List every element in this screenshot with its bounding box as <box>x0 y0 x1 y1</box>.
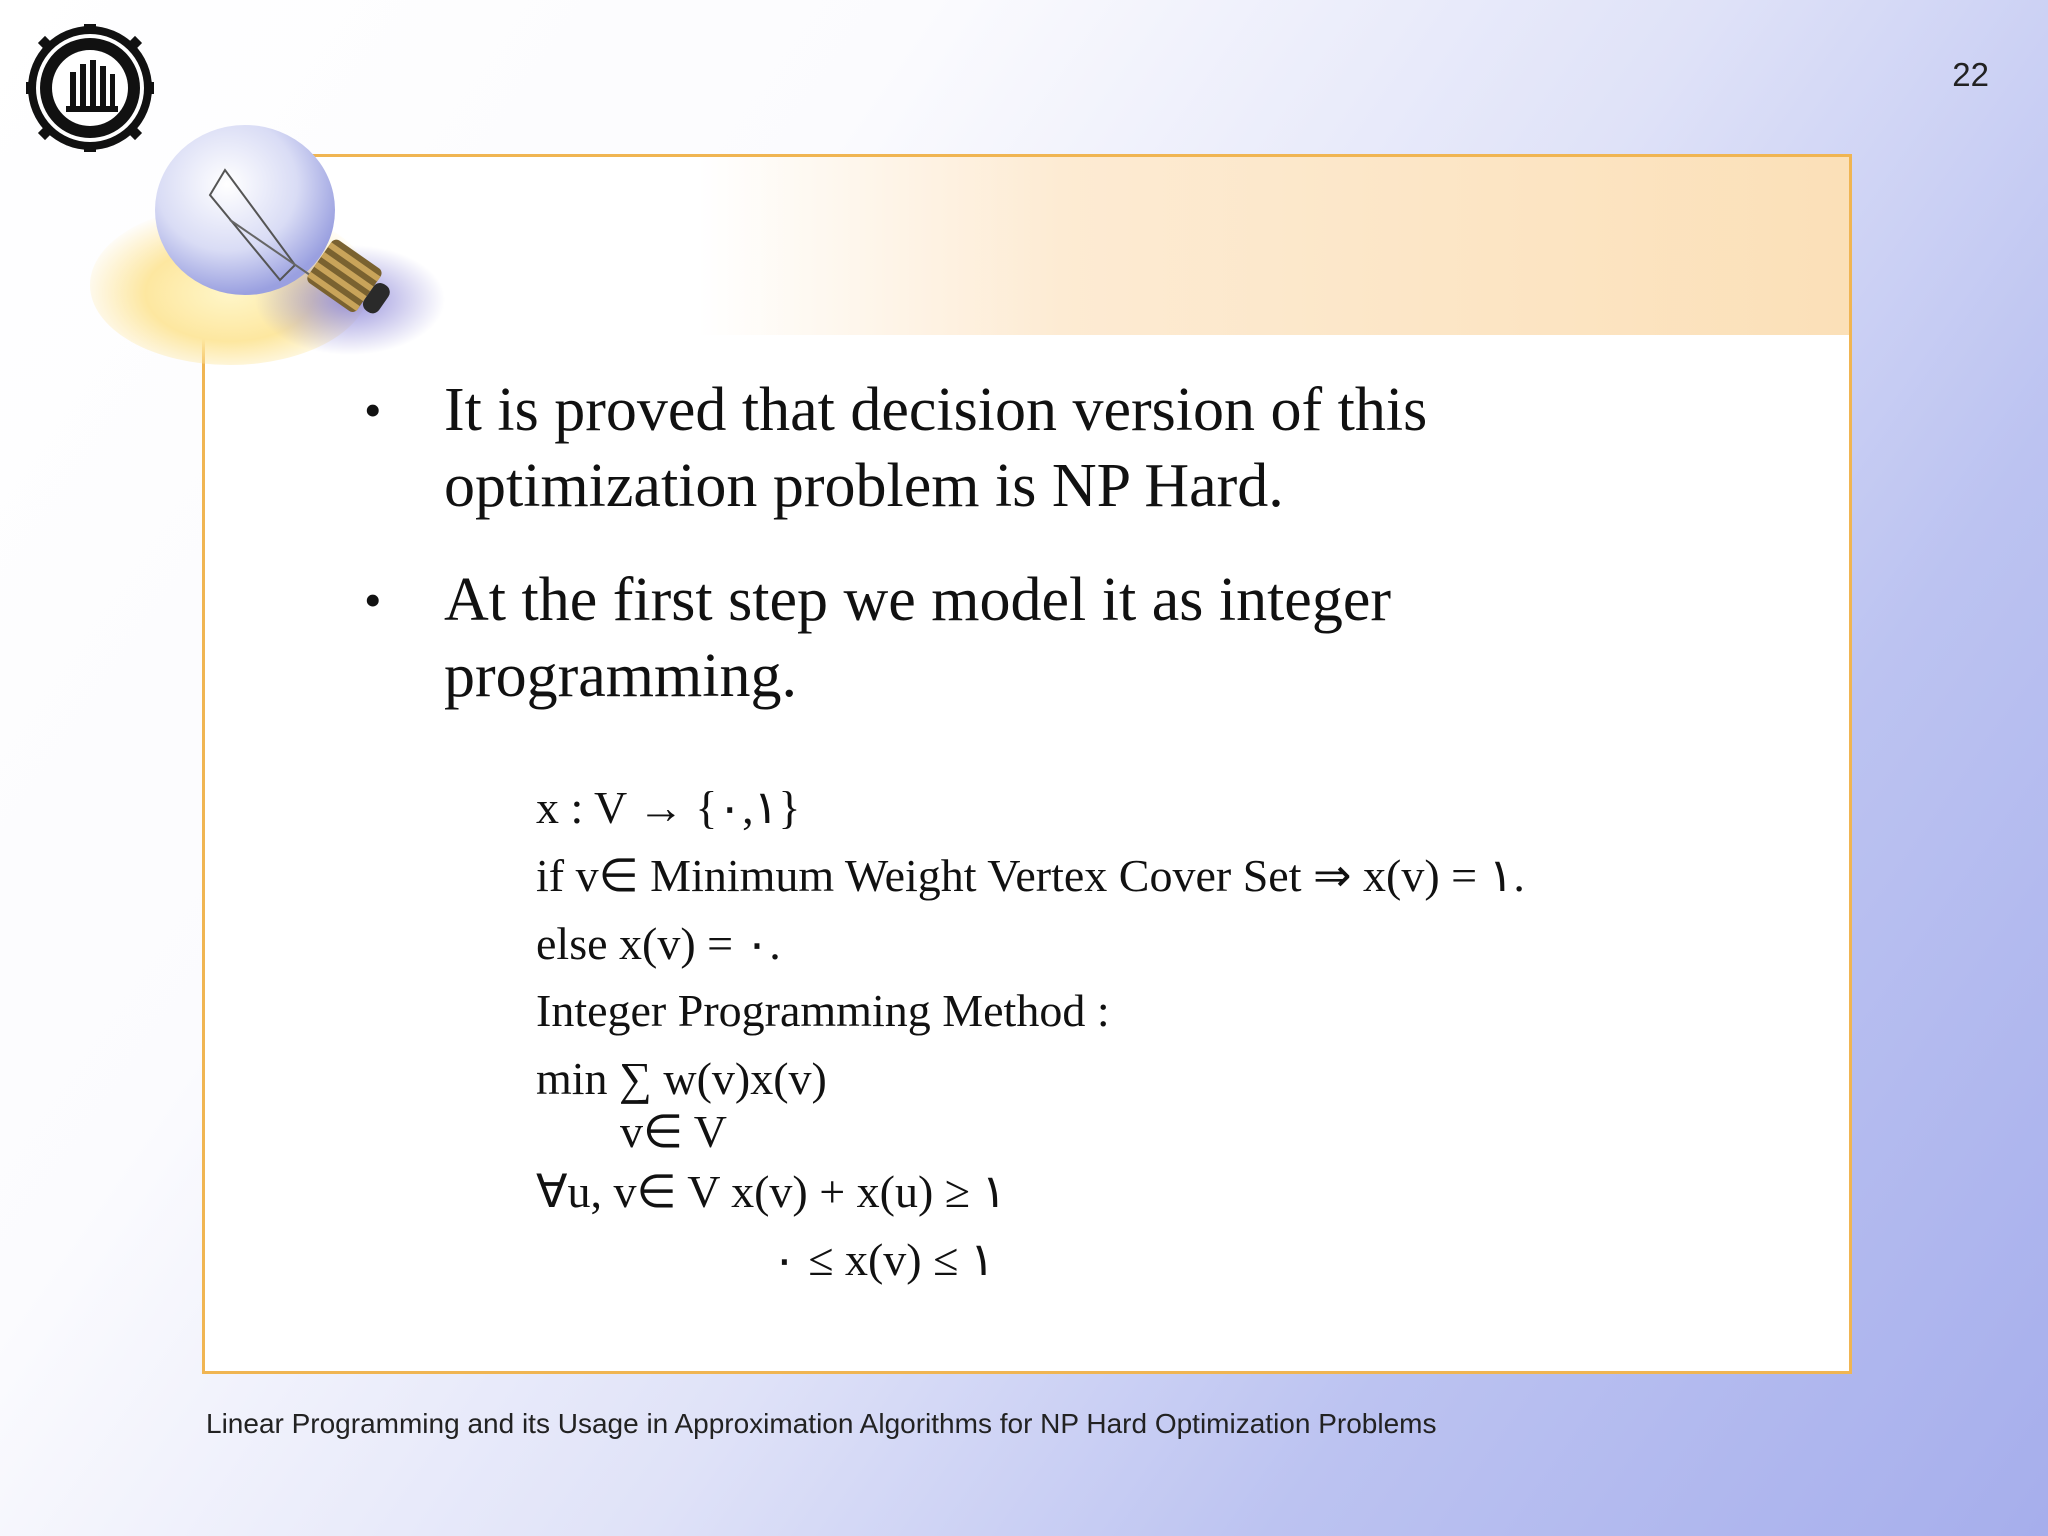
formula-line: if v∈ Minimum Weight Vertex Cover Set ⇒ x(v) = ۱. <box>536 850 1525 901</box>
bullet-item <box>358 372 1538 524</box>
formula-line: else x(v) = ۰. <box>536 918 781 969</box>
formula-line: x : V → {۰,۱} <box>536 782 801 833</box>
lightbulb-icon <box>80 100 460 380</box>
formula-line: Integer Programming Method : <box>536 985 1110 1036</box>
formula-line: ∀u, v∈ V x(v) + x(u) ≥ ۱ <box>536 1166 1007 1217</box>
bullet-item <box>358 562 1538 714</box>
bullet-text: At the first step we model it as integer programming. <box>444 566 1391 710</box>
bullet-list <box>358 372 1538 752</box>
bullet-dot: • <box>364 572 382 628</box>
formula-line: v∈ V <box>620 1106 727 1157</box>
formula-line: ۰ ≤ x(v) ≤ ۱ <box>772 1234 995 1285</box>
bullet-text: It is proved that decision version of this optimization problem is NP Hard. <box>444 376 1428 520</box>
footer-title: Linear Programming and its Usage in Approximation Algorithms for NP Hard Optimization Problems <box>206 1408 1437 1439</box>
formula-line: min ∑ w(v)x(v) <box>536 1053 827 1104</box>
slide-number: 22 <box>1952 56 1989 93</box>
bullet-dot: • <box>364 382 382 438</box>
